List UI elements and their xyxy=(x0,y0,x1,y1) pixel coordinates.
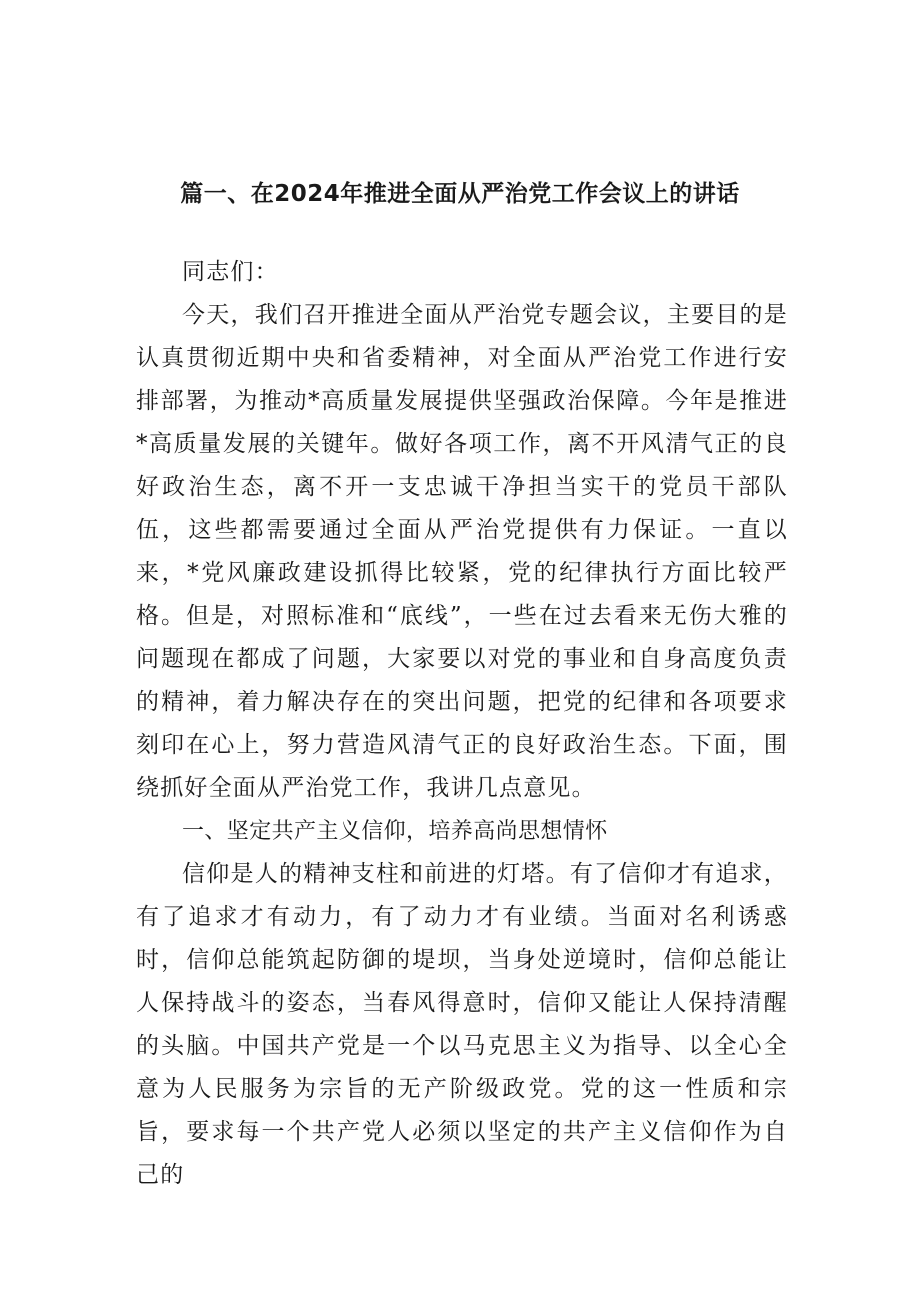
document-title: 篇一、在2024年推进全面从严治党工作会议上的讲话 xyxy=(180,181,740,207)
section-paragraph: 信仰是人的精神支柱和前进的灯塔。有了信仰才有追求，有了追求才有动力，有了动力才有业绩。当面对名利诱惑时，信仰总能筑起防御的堤坝，当身处逆境时，信仰总能让人保持战斗的姿态，当春风得意时，信仰又能让人保持清醒的头脑。中国共产党是一个以马克思主义为指导、以全心全意为人民服务为宗旨的无产阶级政党。党的这一性质和宗旨，要求每一个共产党人必须以坚定的共产主义信仰作为自己的 xyxy=(136,861,788,1188)
intro-paragraph: 今天，我们召开推进全面从严治党专题会议，主要目的是认真贯彻近期中央和省委精神，对全面从严治党工作进行安排部署，为推动*高质量发展提供坚强政治保障。今年是推进*高质量发展的关键年。做好各项工作，离不开风清气正的良好政治生态，离不开一支忠诚干净担当实干的党员干部队伍，这些都需要通过全面从严治党提供有力保证。一直以来，*党风廉政建设抓得比较紧，党的纪律执行方面比较严格。但是，对照标准和“底线”，一些在过去看来无伤大雅的问题现在都成了问题，大家要以对党的事业和自身高度负责的精神，着力解决存在的突出问题，把党的纪律和各项要求刻印在心上，努力营造风清气正的良好政治生态。下面，围绕抓好全面从严治党工作，我讲几点意见。 xyxy=(136,302,788,801)
salutation: 同志们： xyxy=(182,259,279,285)
document-body xyxy=(136,251,788,1197)
section-heading: 一、坚定共产主义信仰，培养高尚思想情怀 xyxy=(182,819,608,844)
